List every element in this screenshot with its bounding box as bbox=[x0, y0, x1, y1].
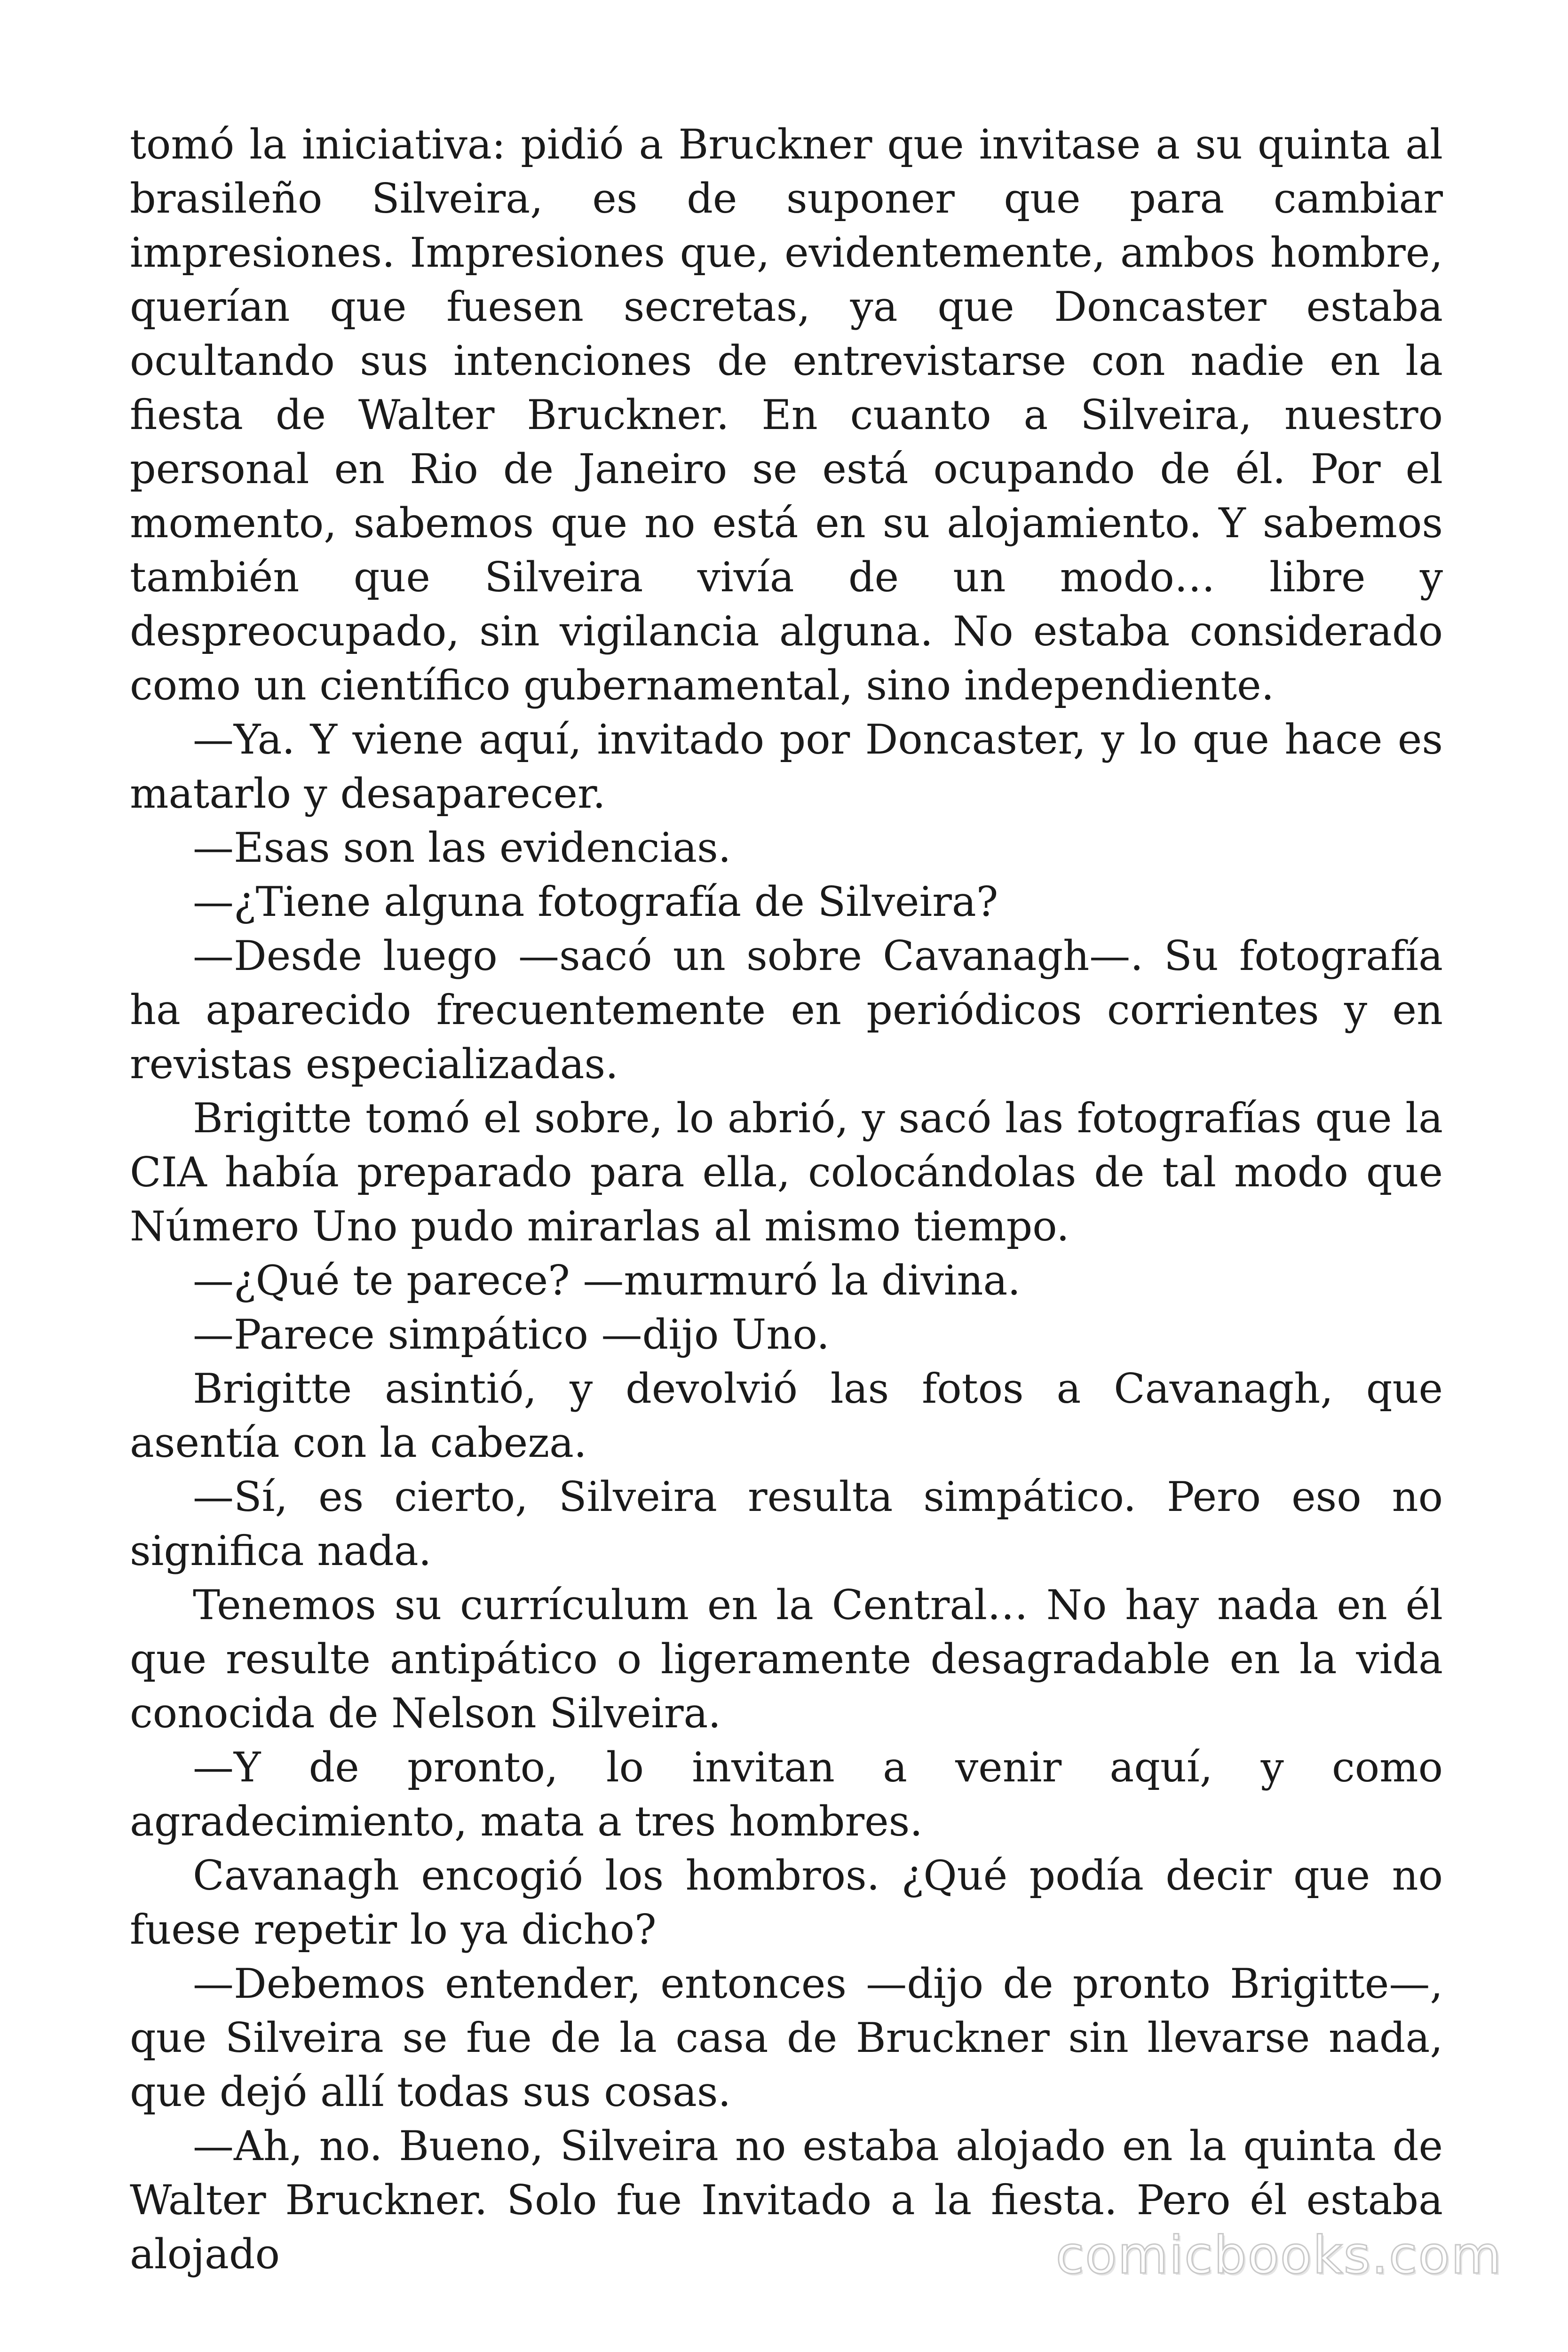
paragraph-8: —Parece simpático —dijo Uno. bbox=[193, 1311, 830, 1359]
paragraph-2: —Ya. Y viene aquí, invitado por Doncaster, y lo que hace es matarlo y desaparecer. bbox=[130, 715, 1443, 818]
paragraph-15: —Ah, no. Bueno, Silveira no estaba alojado en la quinta de Walter Bruckner. Solo fue Invitado a la fiesta. Pero él estaba alojado bbox=[130, 2122, 1443, 2278]
paragraph-7: —¿Qué te parece? —murmuró la divina. bbox=[193, 1256, 1021, 1304]
paragraph-5: —Desde luego —sacó un sobre Cavanagh—. Su fotografía ha aparecido frecuentemente en periódicos corrientes y en revistas especializadas. bbox=[130, 932, 1443, 1088]
paragraph-12: —Y de pronto, lo invitan a venir aquí, y como agradecimiento, mata a tres hombres. bbox=[130, 1743, 1443, 1845]
paragraph-14: —Debemos entender, entonces —dijo de pronto Brigitte—, que Silveira se fue de la casa de Bruckner sin llevarse nada, que dejó allí todas sus cosas. bbox=[130, 1960, 1443, 2116]
paragraph-1: tomó la iniciativa: pidió a Bruckner que invitase a su quinta al brasileño Silveira, es de suponer que para cambiar impresiones. Impresiones que, evidentemente, ambos hombre, querían que fuesen secretas, ya que Doncaster estaba ocultando sus intenciones de entrevistarse con nadie en la fiesta de Walter Bruckner. En cuanto a Silveira, nuestro personal en Rio de Janeiro se está ocupando de él. Por el momento, sabemos que no está en su alojamiento. Y sabemos también que Silveira vivía de un modo… libre y despreocupado, sin vigilancia alguna. No estaba considerado como un científico gubernamental, sino independiente. bbox=[130, 120, 1443, 709]
paragraph-11: Tenemos su currículum en la Central… No hay nada en él que resulte antipático o ligeramente desagradable en la vida conocida de Nelson Silveira. bbox=[130, 1581, 1443, 1737]
page-text bbox=[130, 118, 1443, 2281]
watermark: comicbooks.com bbox=[1055, 2225, 1502, 2285]
paragraph-3: —Esas son las evidencias. bbox=[193, 824, 731, 872]
paragraph-4: —¿Tiene alguna fotografía de Silveira? bbox=[193, 878, 998, 926]
paragraph-6: Brigitte tomó el sobre, lo abrió, y sacó las fotografías que la CIA había preparado para ella, colocándolas de tal modo que Número Uno pudo mirarlas al mismo tiempo. bbox=[130, 1094, 1443, 1250]
paragraph-10: —Sí, es cierto, Silveira resulta simpático. Pero eso no significa nada. bbox=[130, 1473, 1443, 1575]
paragraph-13: Cavanagh encogió los hombros. ¿Qué podía decir que no fuese repetir lo ya dicho? bbox=[130, 1851, 1443, 1954]
paragraph-9: Brigitte asintió, y devolvió las fotos a Cavanagh, que asentía con la cabeza. bbox=[130, 1365, 1443, 1467]
